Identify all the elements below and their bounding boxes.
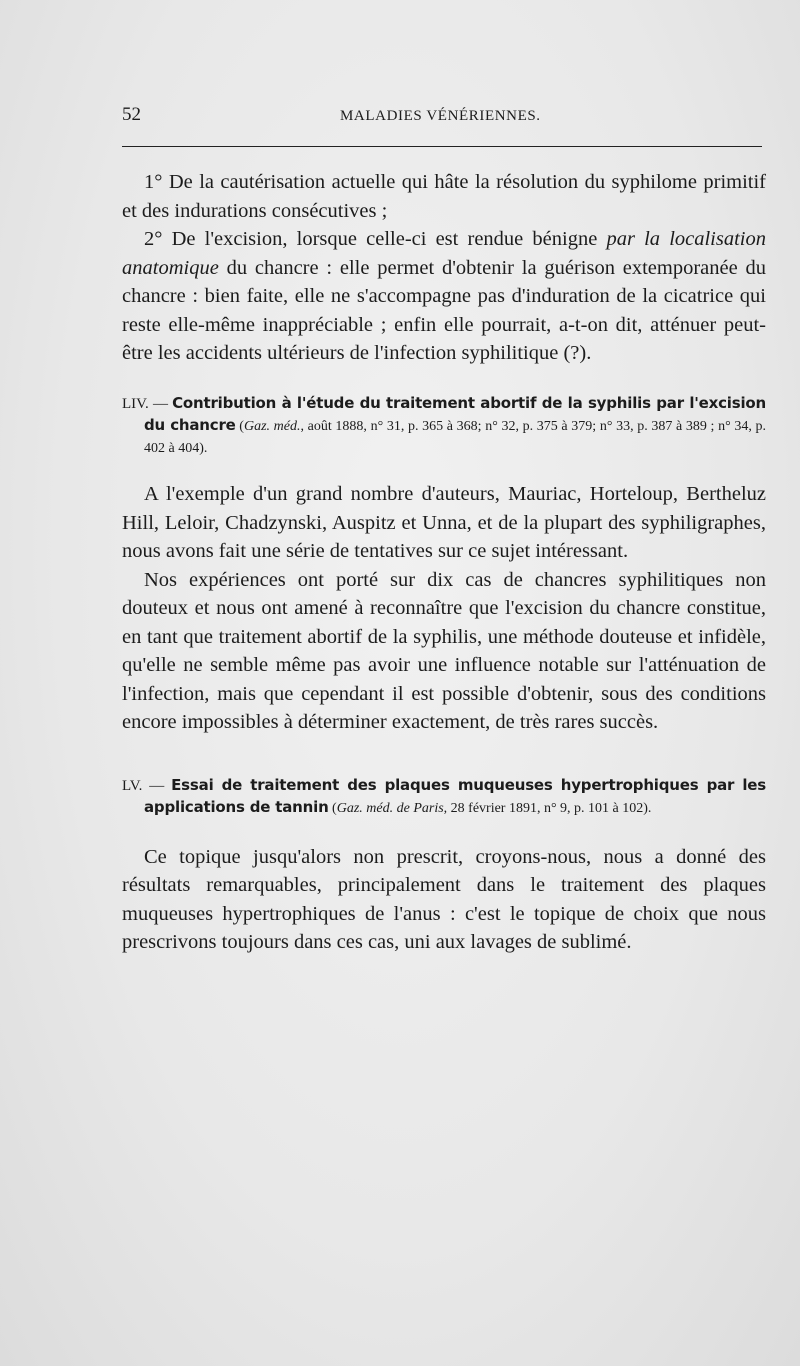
running-title: MALADIES VÉNÉRIENNES.	[340, 108, 541, 124]
spacer	[122, 368, 766, 393]
entry-lv-source-open: (	[328, 801, 337, 816]
entry-liv-number: LIV. —	[122, 395, 173, 412]
page-body	[122, 168, 766, 957]
list-item-excision	[122, 225, 766, 368]
entry-liv-source-details: , août 1888, n° 31, p. 365 à 368; n° 32, p. 375 à 379; n° 33, p. 387 à 389 ; n° 34, p. 402 à 404).	[144, 419, 767, 456]
list-item-cauterisation: 1° De la cautérisation actuelle qui hâte la résolution du syphilome primitif et des indurations consécutives ;	[122, 171, 766, 222]
entry-lv-heading	[122, 775, 766, 820]
entry-lv-paragraph-1: Ce topique jusqu'alors non prescrit, croyons-nous, nous a donné des résultats remarquables, principalement dans le traitement des plaques muqueuses hypertrophiques de l'anus : c'est le topique de choix que nous prescrivons toujours dans ces cas, uni aux lavages de sublimé.	[122, 845, 766, 953]
entry-lv-number: LV. —	[122, 777, 172, 794]
page-number: 52	[122, 104, 141, 125]
entry-liv-paragraph-2: Nos expériences ont porté sur dix cas de chancres syphilitiques non douteux et nous ont amené à reconnaître que l'excision du chancre constitue, en tant que traitement abortif de la syphilis, une méthode douteuse et infidèle, qu'elle ne semble même pas avoir une influence notable sur l'atténuation de l'infection, mais que cependant il est possible d'obtenir, sous des conditions encore impossibles à déterminer exactement, de très rares succès.	[122, 568, 766, 733]
entry-lv-source-details: , 28 février 1891, n° 9, p. 101 à 102).	[443, 801, 652, 816]
entry-liv-source-journal: Gaz. méd.	[243, 419, 301, 434]
excision-text-italic: par la localisation anatomique	[122, 228, 766, 279]
spacer	[122, 459, 766, 480]
entry-lv-title: Essai de traitement des plaques muqueuses hypertrophiques par les applications de tannin	[144, 775, 766, 816]
entry-liv-source-open: (	[235, 419, 244, 434]
spacer	[122, 737, 766, 775]
entry-lv-source-journal: Gaz. méd. de Paris	[336, 801, 444, 816]
page-header	[122, 104, 762, 128]
header-rule	[122, 146, 762, 147]
entry-liv-heading	[122, 393, 766, 460]
entry-liv-paragraph-1: A l'exemple d'un grand nombre d'auteurs, Mauriac, Horteloup, Bertheluz Hill, Leloir, Chadzynski, Auspitz et Unna, et de la plupart des syphiligraphes, nous avons fait une série de tentatives sur ce sujet intéressant.	[122, 483, 766, 562]
spacer	[122, 820, 766, 843]
excision-text-start: 2° De l'excision, lorsque celle-ci est rendue bénigne	[144, 228, 607, 250]
excision-text-end: du chancre : elle permet d'obtenir la guérison extemporanée du chancre : bien faite, elle ne s'accompagne pas d'induration de la cicatrice qui reste elle-même inappréciable ; enfin elle pourrait, a-t-on dit, atténuer peut-être les accidents ultérieurs de l'infection syphilitique (?).	[122, 256, 766, 364]
entry-liv-title: Contribution à l'étude du traitement abortif de la syphilis par l'excision du chancre	[144, 393, 767, 434]
